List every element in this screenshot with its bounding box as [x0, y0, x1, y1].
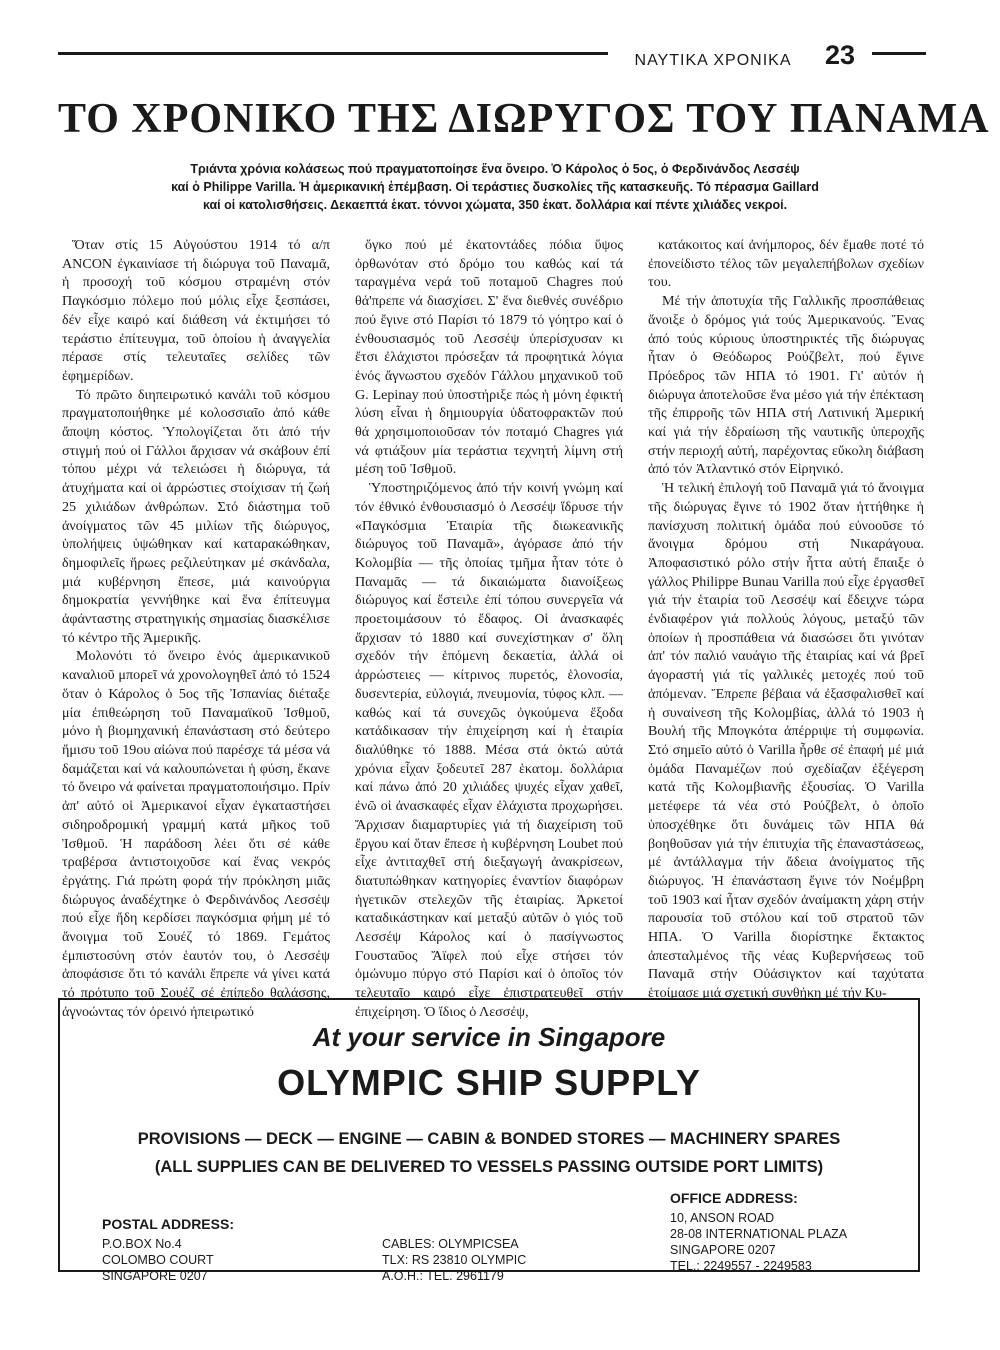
postal-line: SINGAPORE 0207 — [102, 1269, 208, 1283]
office-line: SINGAPORE 0207 — [670, 1243, 776, 1257]
cables-line: A.O.H.: TEL. 2961179 — [382, 1269, 504, 1283]
paragraph: Τό πρῶτο διηπειρωτικό κανάλι τοῦ κόσμου πραγματοποιήθηκε μέ κολοσσιαῖο ἀπό κάθε ἄποψη κόστος. Ὑπολογίζεται ὅτι ἀπό τήν στιγμή πού οἱ Γάλλοι ἄρχισαν νά σκάβουν ἐπί τόπου μέχρι νά τελειώσει ἡ διώρυγα, τά ἀτυχήματα καί οἱ ἀρρώστιες στοίχισαν τή ζωή 25 χιλιάδων ἀνθρώπων. Στό διάστημα τοῦ ἀνοίγματος τῶν 45 μιλίων τῆς διώρυγος, ὑπολήψεις ὑψώθηκαν καί καταρακώθηκαν, δημοφιλεῖς ἥρωες ρεζιλεύτηκαν μέ σκάνδαλα, μιά κυβέρνηση ἔπεσε, μιά καινούργια δημοκρατία γεννήθηκε καί ἕνα ἐπίτευγμα ἀφάνταστης στρατηγικής σημασίας διασκέλισε τό κέντρο τῆς Ἀμερικῆς. — [62, 386, 330, 646]
paragraph: Ἡ τελική ἐπιλογή τοῦ Παναμᾶ γιά τό ἄνοιγμα τῆς διώρυγας ἔγινε τό 1902 ὅταν ἡττήθηκε ἡ πανίσχυση πολιτική ὁμάδα πού εὐνοοῦσε τό ἄνοιγμα δρόμου στή Νικαράγουα. Ἀποφασιστικό ρόλο στήν ἧττα αὐτή ἔπαιξε ὁ γάλλος Philippe Bunau Varilla πού εἶχε ἐργασθεῖ γιά τήν ἑταιρία τοῦ Λεσσέψ καί ἔδειχνε τώρα ἐνδιαφέρον γιά πολλούς λόγους, μεταξύ τῶν ὁποίων ἡ προσπάθεια νά διασώσει ὅτι γινόταν ἀπ' τόν παλιό ναυάγιο τῆς ἑταιρίας καί νά βρεῖ ἀγοραστή γιά τίς γαλλικές μετοχές πού τοῦ ἀπόμεναν. Ἔπρεπε βέβαια νά ἐξασφαλισθεῖ καί ἡ συναίνεση τῆς Κολομβίας, ἀλλά τό 1903 ἡ Βουλή τῆς Μπογκότα ἀπέρριψε τή συμφωνία. Στό σημεῖο αὐτό ὁ Varilla ἦρθε σέ ἐπαφή μέ μιά ὁμάδα Παναμέζων πού σχεδίαζαν ἐξέγερση κατά τῆς Κολομβιανῆς ἐξουσίας. Ὁ Varilla μετέφερε τά νέα στό Ρούζβελτ, ὁ ὁποῖο ὑποσχέθηκε ὅτι δυνάμεις τῶν ΗΠΑ θά βοηθοῦσαν γιά τήν ἐπιτυχία τῆς ἐπαναστάσεως, μέ ἀντάλλαγμα τήν ἄδεια ἀνοίγματος τῆς διώρυγος. Ἡ ἐπανάσταση ἔγινε τόν Νοέμβρη τοῦ 1903 καί ἦταν σχεδόν ἀναίμακτη χάρη στήν παρουσία τοῦ στόλου καί τοῦ στρατοῦ τῶν ΗΠΑ. Ὁ Varilla διορίστηκε ἔκτακτος ἀπεσταλμένος τῆς νέας Κυβερνήσεως τοῦ Παναμᾶ στήν Οὐάσιγκτον καί ταχύτατα ἑτοίμασε μιά σχετική συνθήκη μέ τήν Κυ- — [648, 480, 924, 1002]
page-number: 23 — [824, 40, 856, 70]
header-rule-left — [58, 52, 608, 55]
cables-line: TLX: RS 23810 OLYMPIC — [382, 1253, 527, 1267]
paragraph: Ὑποστηριζόμενος ἀπό τήν κοινή γνώμη καί τόν ἐθνικό ἐνθουσιασμό ὁ Λεσσέψ ἵδρυσε τήν «Παγκόσμια Ἑταιρία τῆς διωκεανικῆς διώρυγος τοῦ Παναμᾶ», ἀγόρασε ἀπό τήν Κολομβία — τῆς ὁποίας τμῆμα ἦταν τότε ὁ Παναμᾶς — τά δικαιώματα διανοίξεως διώρυγος καί ἔστειλε ἐπί τόπου συνεργεῖα νά προετοιμάσουν τό ἔδαφος. Οἱ ἀνασκαφές ἄρχισαν τό 1880 καί συνεχίστηκαν σ' ὅλη σχεδόν τήν ἑπόμενη δεκαετία, ἀλλά οἱ ἀρρώστειες — κίτρινος πυρετός, ἑλονοσία, δυσεντερία, εὐλογιά, πνευμονία, τύφος κλπ. — καθώς καί τά συνεχῶς ὀγκούμενα ἔξοδα κατάδικασαν τήν ἐπιχείρηση καί ἡ ἑταιρία διαλύθηκε τό 1888. Μέσα στά ὀκτώ αὐτά χρόνια εἶχαν ξοδευτεῖ 287 ἑκατομ. δολλάρια καί πάνω ἀπό 20 χιλιάδες ψυχές εἶχαν χαθεῖ, ἐνῶ οἱ ἀνασκαφές εἶχαν ἐλάχιστα προχωρήσει. Ἄρχισαν διαμαρτυρίες γιά τή διαχείριση τοῦ ἔργου καί ὅταν ἔπεσε ἡ κυβέρνηση Loubet πού εἶχε ἀντιταχθεῖ στή διεξαγωγή ἀνακρίσεων, διατυπώθηκαν κατηγορίες ἐναντίον διαφόρων ἡγετικῶν στελεχῶν τῆς ἑταιρίας. Ἀρκετοί καταδικάστηκαν καί μεταξύ αὐτῶν ὁ γιός τοῦ Λεσσέψ Κάρολος καί ὁ πασίγνωστος Γουσταῦος Ἄϊφελ πού εἶχε στήσει τόν ὁμώνυμο πύργο στό Παρίσι καί ὁ ὁποῖος τόν τελευταῖο καιρό εἶχε ἐπιστρατευθεῖ στήν ἐπιχείρηση. Ὁ ἴδιος ὁ Λεσσέψ, — [355, 480, 623, 1020]
article-column-3 — [648, 236, 924, 1002]
postal-line: COLOMBO COURT — [102, 1253, 214, 1267]
journal-name: ΝΑΥΤΙΚΑ ΧΡΟΝΙΚΑ — [634, 52, 792, 69]
postal-line: P.O.BOX No.4 — [102, 1237, 182, 1251]
office-line: TEL.: 2249557 - 2249583 — [670, 1259, 812, 1273]
article-column-1 — [62, 236, 330, 1020]
article-title: ΤΟ ΧΡΟΝΙΚΟ ΤΗΣ ΔΙΩΡΥΓΟΣ ΤΟΥ ΠΑΝΑΜΑ — [58, 96, 990, 142]
paragraph: κατάκοιτος καί ἀνήμπορος, δέν ἔμαθε ποτέ τό ἐπονείδιστο τέλος τῶν μεγαλεπήβολων σχεδίων του. — [648, 237, 924, 291]
cables-line: CABLES: OLYMPICSEA — [382, 1237, 519, 1251]
ad-cables-info — [382, 1236, 622, 1284]
paragraph: Ὅταν στίς 15 Αὐγούστου 1914 τό α/π ANCON ἐγκαινίασε τή διώρυγα τοῦ Παναμᾶ, ἡ προσοχή τοῦ κόσμου στραμένη στόν Παγκόσμιο πόλεμο πού μόλις εἶχε ξεσπάσει, δέν εἶχε καιρό καί διάθεση νά ἐκτιμήσει τό τεράστιο ἐπίτευγμα, τοῦ ὁποίου ἡ ἀναγγελία πέρασε στίς τελευταῖες σελίδες τῶν ἐφημερίδων. — [62, 237, 330, 384]
ad-company-name: OLYMPIC SHIP SUPPLY — [277, 1062, 701, 1103]
subtitle-line: καί οἱ κατολισθήσεις. Δεκαεπτά ἑκατ. τόννοι χώματα, 350 ἑκατ. δολλάρια καί πέντε χιλιάδες νεκροί. — [202, 198, 788, 212]
ad-services: PROVISIONS — DECK — ENGINE — CABIN & BONDED STORES — MACHINERY SPARES — [137, 1130, 841, 1148]
office-line: 10, ANSON ROAD — [670, 1211, 775, 1225]
ad-tagline: At your service in Singapore — [312, 1022, 666, 1052]
subtitle-line: Τριάντα χρόνια κολάσεως πού πραγματοποίησε ἕνα ὄνειρο. Ὁ Κάρολος ὁ 5ος, ὁ Φερδινάνδος Λεσσέψ — [190, 162, 800, 176]
article-column-2 — [355, 236, 623, 1020]
advertisement-box — [58, 998, 920, 1283]
postal-heading: POSTAL ADDRESS: — [102, 1216, 234, 1232]
ad-office-address — [670, 1190, 910, 1274]
ad-postal-address — [102, 1216, 322, 1284]
header-rule-right — [872, 52, 926, 55]
paragraph: Μέ τήν ἀποτυχία τῆς Γαλλικῆς προσπάθειας ἄνοιξε ὁ δρόμος γιά τούς Ἀμερικανούς. Ἕνας ἀπό τούς κύριους ὑποστηρικτές τῆς διώρυγας ἦταν ὁ Θεόδωρος Ρούζβελτ, πού ἔγινε Πρόεδρος τῶν ΗΠΑ τό 1901. Γι' αὐτόν ἡ διώρυγα ἀποτελοῦσε ἕνα μέσο γιά τήν ἐπέκταση τῆς ἐπιρροῆς τῶν ΗΠΑ στή Λατινική Ἀμερική καί γιά τήν ἑδραίωση τῆς ναυτικῆς ὑπεροχῆς στήν περιοχή αὐτή, παρέχοντας εὔκολη διάβαση ἀπό τόν Ἀτλαντικό στόν Εἰρηνικό. — [648, 293, 924, 478]
office-heading: OFFICE ADDRESS: — [670, 1190, 798, 1206]
article-subtitle — [95, 160, 895, 214]
paragraph: ὄγκο πού μέ ἑκατοντάδες πόδια ὕψος ὀρθωνόταν στό δρόμο του καθώς καί τά ταραγμένα νερά τοῦ ποταμοῦ Chagres πού θά'πρεπε νά διασχίσει. Σ' ἕνα διεθνές συνέδριο πού ἔγινε στό Παρίσι τό 1879 τό γόητρο καί ὁ ἐνθουσιασμός τοῦ Λεσσέψ ὑπερίσχυσαν κι ἔτσι ἐλάχιστοι πρόσεξαν τά προφητικά λόγια ἑνός ἄγνωστου σχεδόν Γάλλου μηχανικοῦ τοῦ G. Lepinay πού ὑποστήριξε πώς ἡ μόνη ἐφικτή λύση εἶναι ἡ δημιουργία ὑδατοφρακτῶν πού θά χρησιμοποιοῦσαν τόν ποταμό Chagres γιά νά φτιάξουν μία τεράστια τεχνητή λίμνη στή μέση τοῦ Ἰσθμοῦ. — [355, 237, 623, 478]
office-line: 28-08 INTERNATIONAL PLAZA — [670, 1227, 848, 1241]
ad-delivery-note: (ALL SUPPLIES CAN BE DELIVERED TO VESSELS PASSING OUTSIDE PORT LIMITS) — [154, 1158, 824, 1176]
subtitle-line: καί ὁ Philippe Varilla. Ἡ ἀμερικανική ἐπέμβαση. Οἱ τεράστιες δυσκολίες τῆς κατασκευῆς. Τό πέρασμα Gaillard — [171, 180, 819, 194]
paragraph: Μολονότι τό ὄνειρο ἑνός ἀμερικανικοῦ καναλιοῦ μπορεῖ νά χρονολογηθεῖ ἀπό τό 1524 ὅταν ὁ Κάρολος ὁ 5ος τῆς Ἰσπανίας διέταξε μία ἐπιθεώρηση τοῦ Παναμαϊκοῦ Ἰσθμοῦ, μόνο ἡ βιομηχανική ἐπανάσταση στό δεύτερο ἥμισυ τοῦ 19ου αἰώνα πού παρέσχε τά μέσα νά δαμάζεται καί νά καλουπώνεται ἡ φύση, ἔκανε τό ὄνειρο νά φαίνεται πραγματοποιήσιμο. Πρίν ἀπ' αὐτό οἱ Ἀμερικανοί εἶχαν ἐγκαταστήσει σιδηροδρομική γραμμή κατά μῆκος τοῦ Ἰσθμοῦ. Ἡ παράδοση λέει ὅτι σέ κάθε τραβέρσα ἀντιστοιχοῦσε καί ἕνας νεκρός ἐργάτης. Γιά πρώτη φορά τήν πρόκληση μιᾶς διώρυγος ἀναδέχτηκε ὁ Φερδινάνδος Λεσσέψ πού εἶχε ἤδη κερδίσει παγκόσμια φήμη μέ τό ἄνοιγμα τοῦ Σουέζ τό 1869. Γεμάτος ἐμπιστοσύνη στόν ἑαυτόν του, ὁ Λεσσέψ ἀποφάσισε ὅτι τό κανάλι ἔπρεπε νά γίνει κατά τό πρότυπο τοῦ Σουέζ σέ ἐπίπεδο θαλάσσης, ἀγνοώντας τόν ὀρεινό ἠπειρωτικό — [62, 648, 330, 1020]
